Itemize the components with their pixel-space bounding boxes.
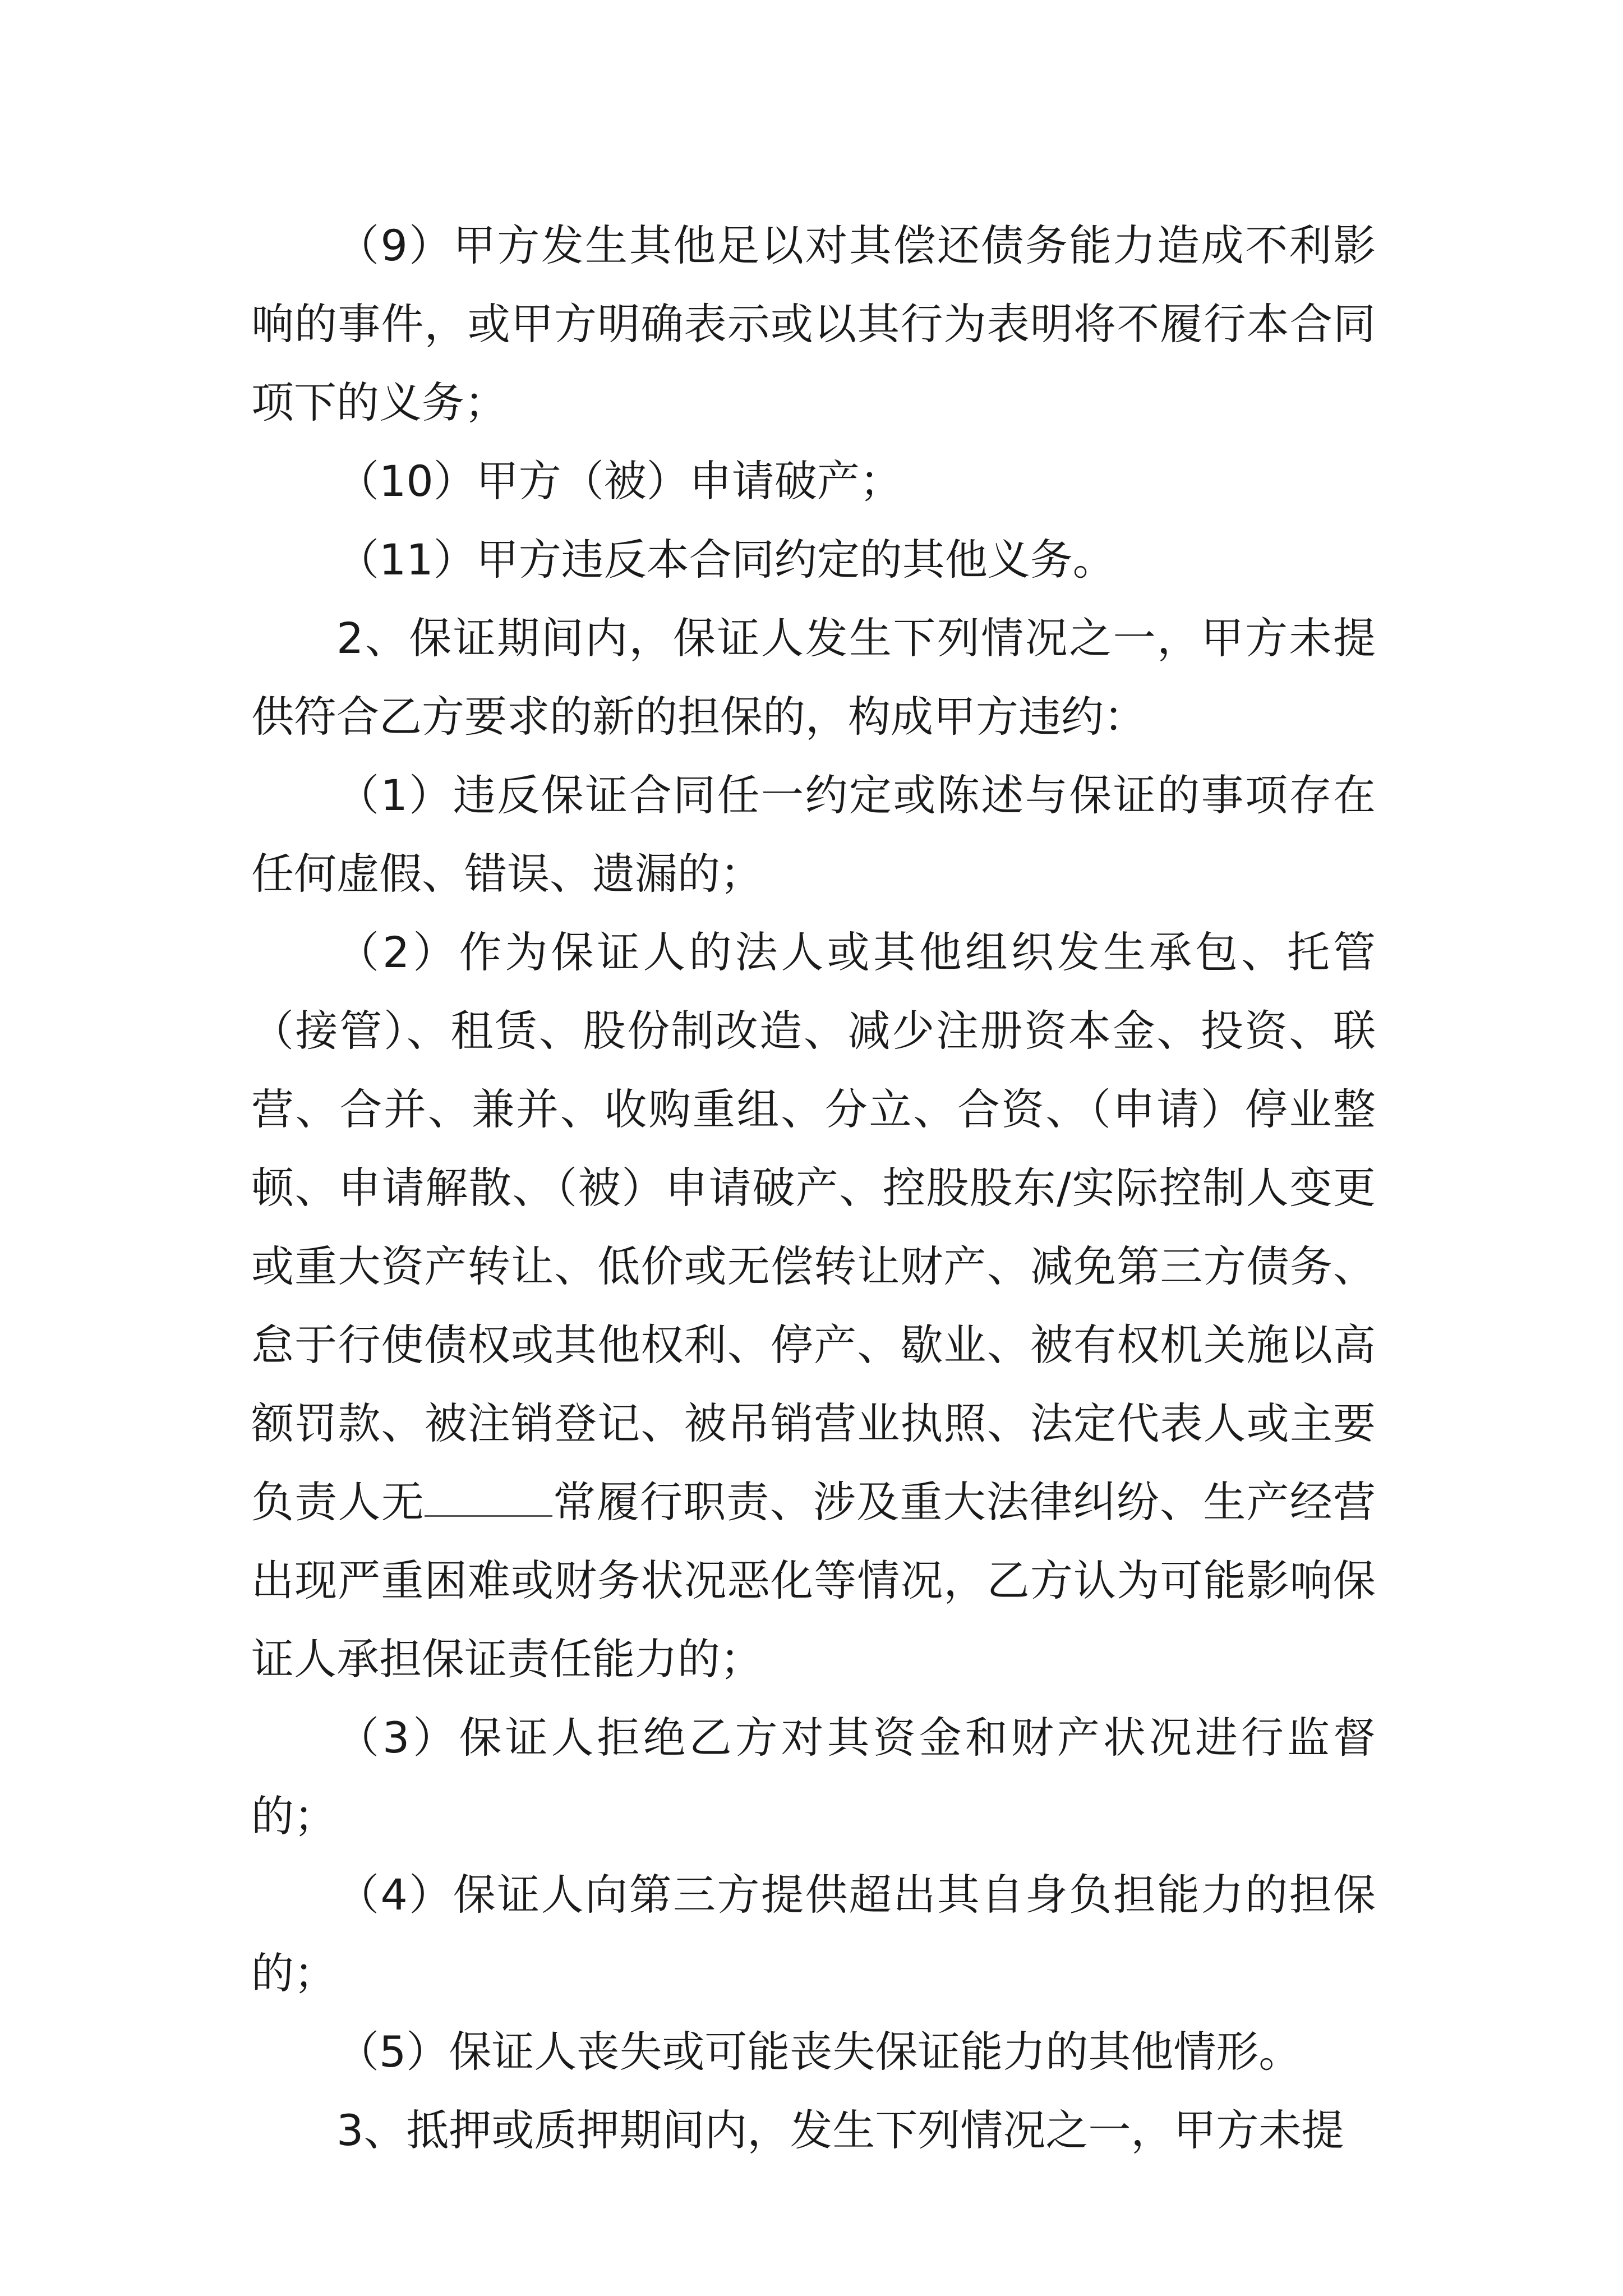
fill-in-blank (425, 1479, 552, 1517)
clause-11: （11）甲方违反本合同约定的其他义务。 (336, 535, 1115, 585)
section-2-item-4: （4）保证人向第三方提供超出其自身负担能力的担保的； (251, 1870, 1376, 1998)
clause-10: （10）甲方（被）申请破产； (336, 456, 902, 506)
section-2-item-2 (251, 913, 1376, 1699)
section-2-item-2-part-2: 常履行职责、涉及重大法律纠纷、生产经营出现严重困难或财务状况恶化等情况，乙方认为可能影响保证人承担保证责任能力的； (251, 1477, 1376, 1684)
document-body (251, 206, 1376, 2170)
section-2-item-3: （3）保证人拒绝乙方对其资金和财产状况进行监督的； (251, 1713, 1376, 1841)
clause-9: （9）甲方发生其他足以对其偿还债务能力造成不利影响的事件，或甲方明确表示或以其行为表明将不履行本合同项下的义务； (251, 220, 1376, 427)
section-3-heading: 3、抵押或质押期间内，发生下列情况之一，甲方未提 (336, 2105, 1344, 2155)
section-2-item-2-part-1: （2）作为保证人的法人或其他组织发生承包、托管（接管）、租赁、股份制改造、减少注册资本金、投资、联营、合并、兼并、收购重组、分立、合资、（申请）停业整顿、申请解散、（被）申请破产、控股股东/实际控制人变更或重大资产转让、低价或无偿转让财产、减免第三方债务、怠于行使债权或其他权利、停产、歇业、被有权机关施以高额罚款、被注销登记、被吊销营业执照、法定代表人或主要负责人无 (251, 927, 1376, 1527)
section-2-item-5: （5）保证人丧失或可能丧失保证能力的其他情形。 (336, 2027, 1302, 2077)
section-2-heading: 2、保证期间内，保证人发生下列情况之一，甲方未提供符合乙方要求的新的担保的，构成甲方违约： (251, 613, 1376, 742)
section-2-item-1: （1）违反保证合同任一约定或陈述与保证的事项存在任何虚假、错误、遗漏的； (251, 770, 1376, 899)
